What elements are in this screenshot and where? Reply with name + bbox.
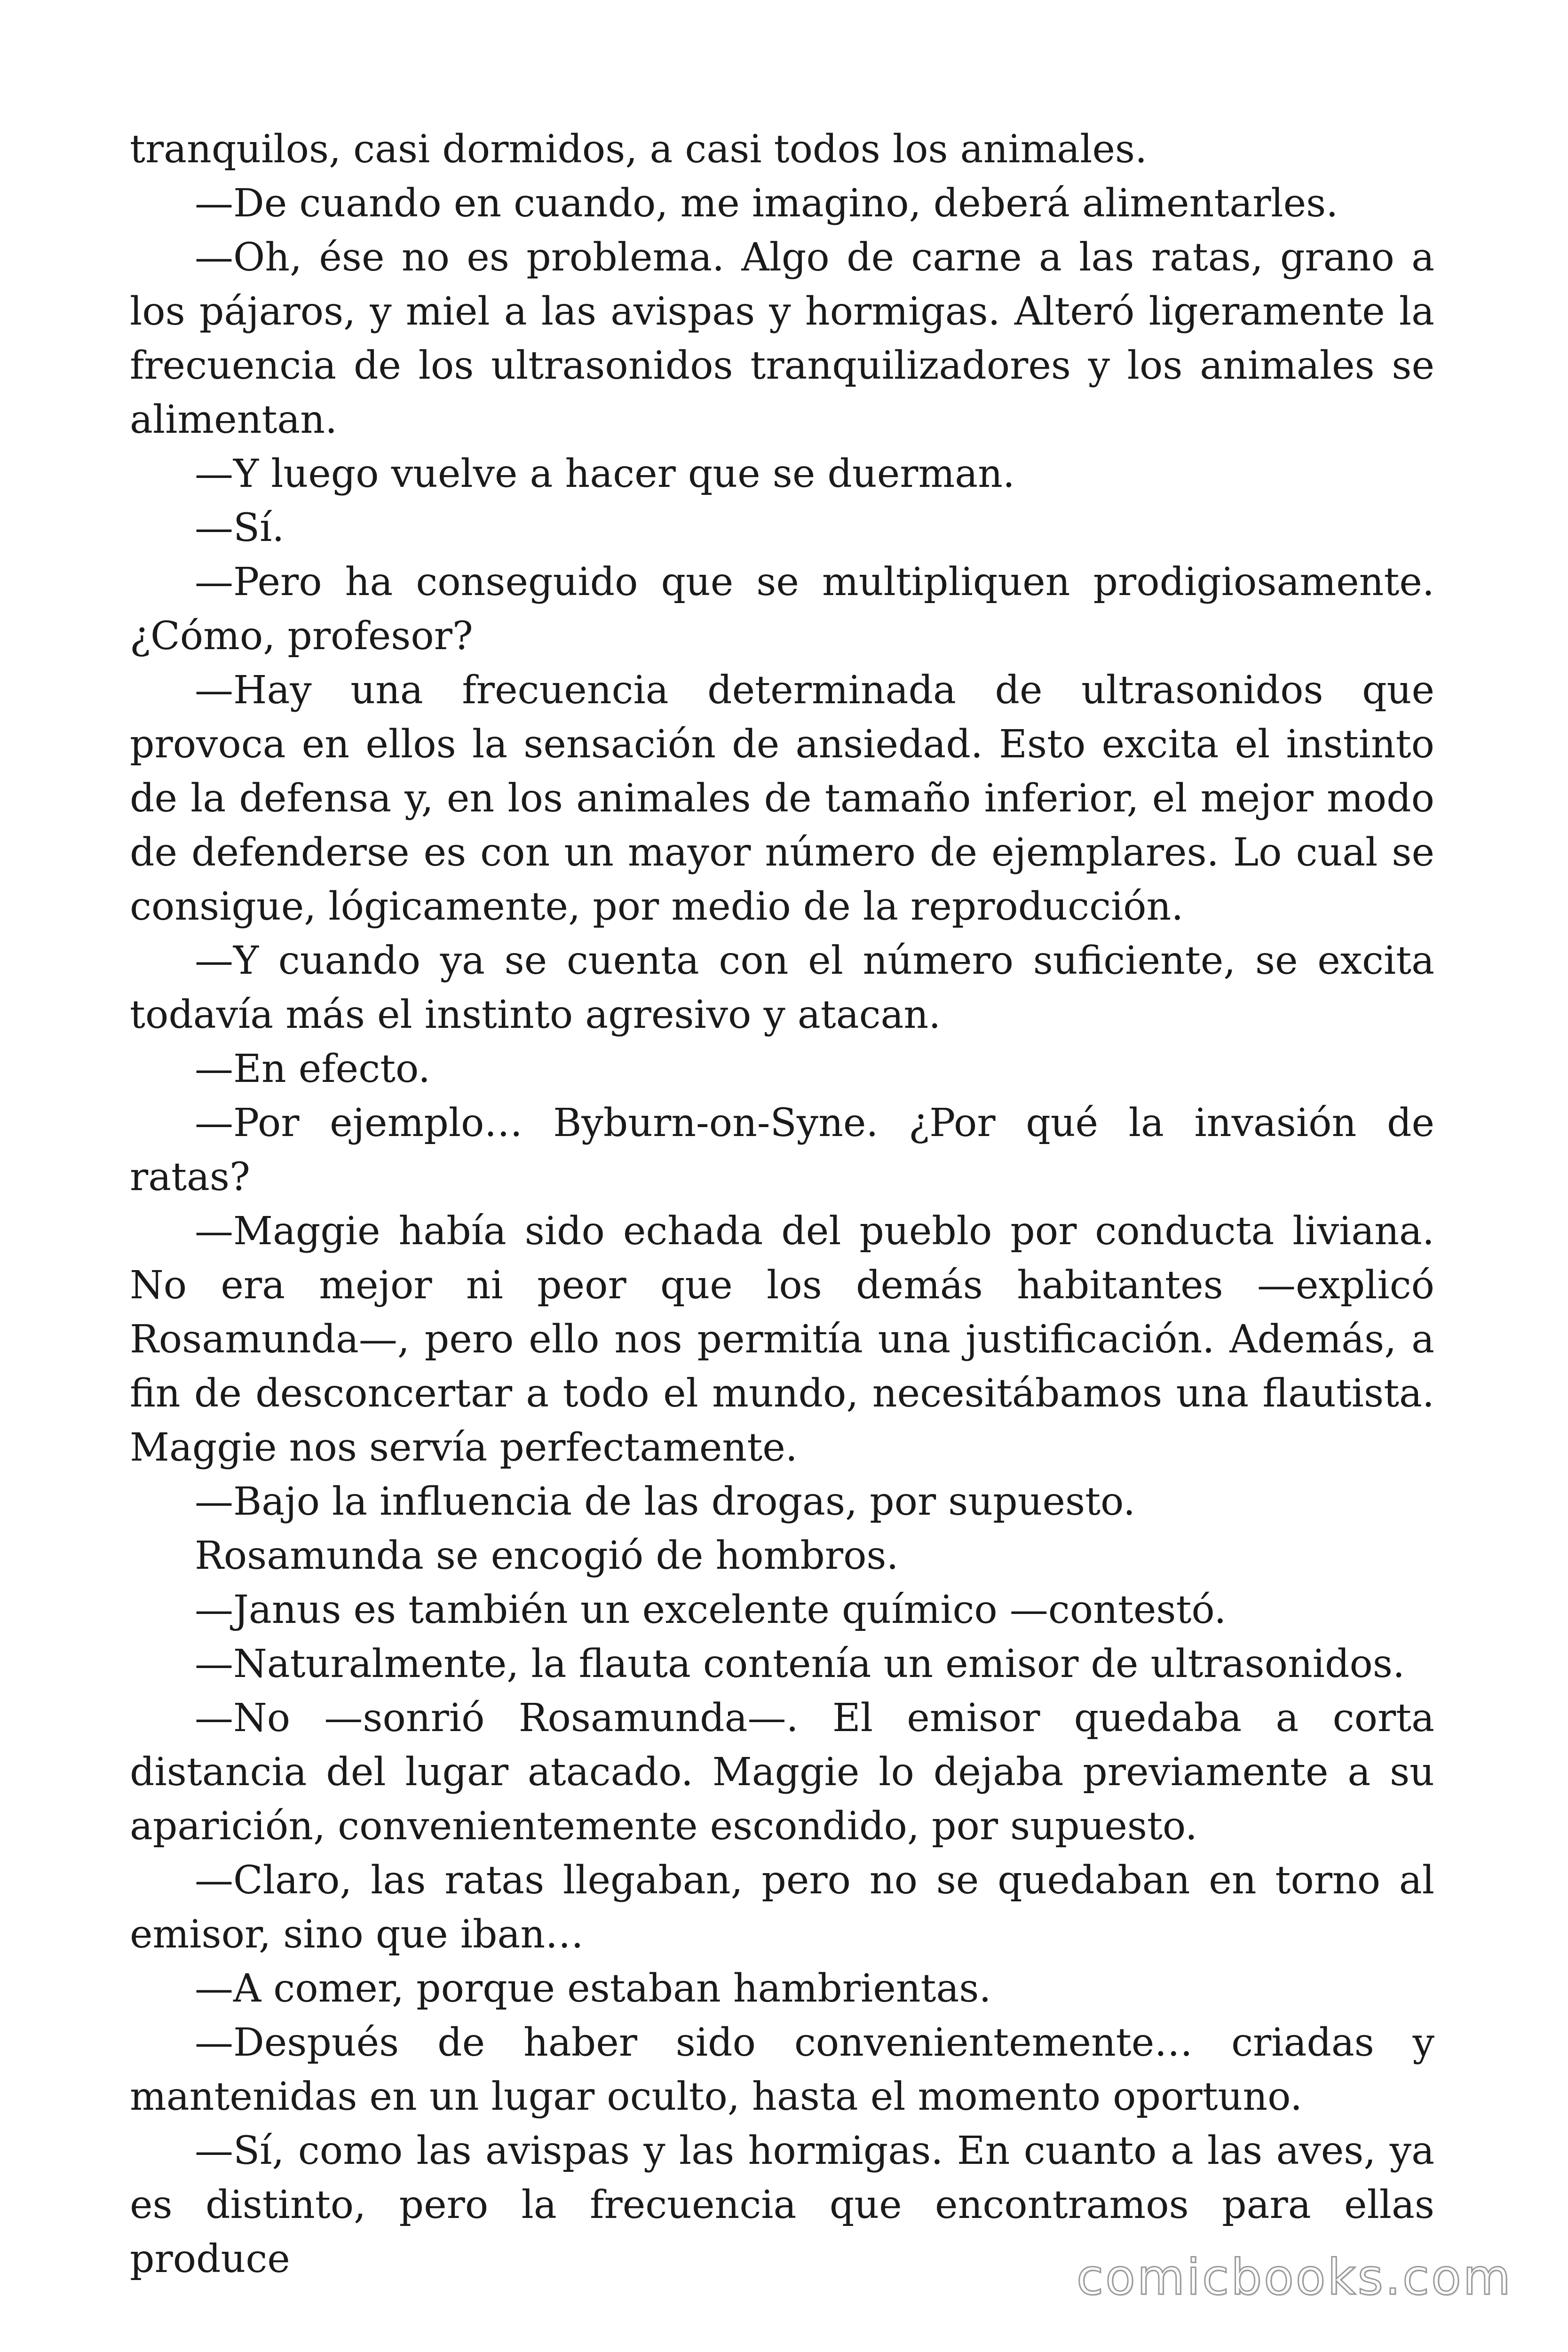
paragraph: —Sí.	[195, 506, 285, 550]
paragraph: —Después de haber sido convenientemente… criadas y mantenidas en un lugar oculto, hasta el momento oportuno.	[130, 2020, 1434, 2119]
paragraph: —Y luego vuelve a hacer que se duerman.	[195, 452, 1015, 496]
paragraph: —En efecto.	[195, 1047, 431, 1091]
paragraph: —Por ejemplo… Byburn-on-Syne. ¿Por qué la invasión de ratas?	[130, 1101, 1434, 1200]
paragraph: —Bajo la influencia de las drogas, por supuesto.	[195, 1479, 1136, 1524]
paragraph: —Sí, como las avispas y las hormigas. En cuanto a las aves, ya es distinto, pero la frecuencia que encontramos para ellas produce	[130, 2129, 1434, 2281]
paragraph: —Y cuando ya se cuenta con el número suficiente, se excita todavía más el instinto agresivo y atacan.	[130, 938, 1434, 1037]
paragraph: —A comer, porque estaban hambrientas.	[195, 1966, 991, 2011]
paragraph: —No —sonrió Rosamunda—. El emisor quedaba a corta distancia del lugar atacado. Maggie lo dejaba previamente a su aparición, convenientemente escondido, por supuesto.	[130, 1696, 1434, 1849]
paragraph: —Janus es también un excelente químico —contestó.	[195, 1588, 1227, 1632]
paragraph: Rosamunda se encogió de hombros.	[195, 1534, 899, 1578]
paragraph: tranquilos, casi dormidos, a casi todos los animales.	[130, 127, 1148, 172]
watermark: comicbooks.com	[1076, 2249, 1513, 2306]
paragraph: —Naturalmente, la flauta contenía un emisor de ultrasonidos.	[195, 1642, 1405, 1686]
paragraph: —De cuando en cuando, me imagino, deberá alimentarles.	[195, 181, 1338, 226]
paragraph: —Claro, las ratas llegaban, pero no se quedaban en torno al emisor, sino que iban…	[130, 1858, 1434, 1957]
page-text	[130, 122, 1434, 2286]
paragraph: —Pero ha conseguido que se multipliquen prodigiosamente. ¿Cómo, profesor?	[130, 560, 1434, 659]
paragraph: —Hay una frecuencia determinada de ultrasonidos que provoca en ellos la sensación de ansiedad. Esto excita el instinto de la defensa y, en los animales de tamaño inferior, el mejor modo de defenderse es con un mayor número de ejemplares. Lo cual se consigue, lógicamente, por medio de la reproducción.	[130, 668, 1434, 929]
paragraph: —Maggie había sido echada del pueblo por conducta liviana. No era mejor ni peor que los demás habitantes —explicó Rosamunda—, pero ello nos permitía una justificación. Además, a fin de desconcertar a todo el mundo, necesitábamos una flautista. Maggie nos servía perfectamente.	[130, 1209, 1434, 1470]
paragraph: —Oh, ése no es problema. Algo de carne a las ratas, grano a los pájaros, y miel a las avispas y hormigas. Alteró ligeramente la frecuencia de los ultrasonidos tranquilizadores y los animales se alimentan.	[130, 235, 1434, 442]
